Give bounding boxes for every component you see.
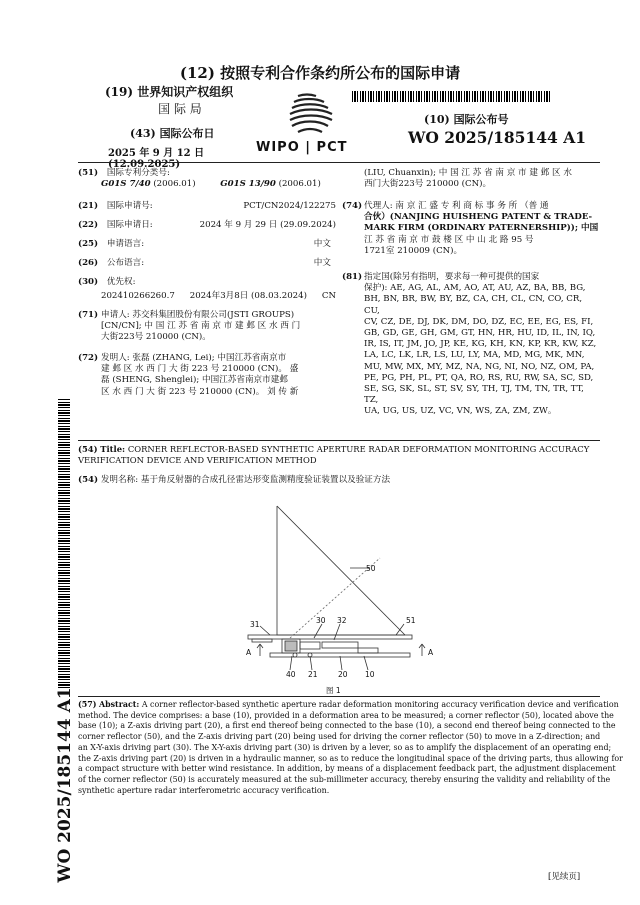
f81-line: PE, PG, PH, PL, PT, QA, RO, RS, RU, RW, SA, SC, SD, xyxy=(364,372,594,383)
f71-line: 大街223号 210000 (CN)。 xyxy=(101,332,211,343)
xy-drive-part xyxy=(300,642,320,649)
figure-caption: 图 1 xyxy=(326,686,341,695)
f81-line: 指定国(除另有指明，要求每一种可提供的国家 xyxy=(364,272,540,282)
f26-code: (26) xyxy=(78,258,99,268)
abstract-line: method. The device comprises: a base (10), provided in a deformation area to be measured; a corner reflector (50), located above the xyxy=(78,710,614,720)
pubdate-value: 2025 年 9 月 12 日 (12.09.2025) xyxy=(108,148,205,170)
pubdate-code: (43) xyxy=(130,127,156,140)
field-72 xyxy=(78,353,338,398)
f81-line: CV, CZ, DE, DJ, DK, DM, DO, DZ, EC, EE, EG, ES, FI, xyxy=(364,316,594,327)
abstract-line: base (10); a Z-axis driving part (20), a first end thereof being connected to the base (10), a second end thereof being connected to the xyxy=(78,721,616,731)
document-title: (12) 按照专利合作条约所公布的国际申请 xyxy=(179,64,461,82)
f71-line: 申请人: 苏交科集团股份有限公司(JSTI GROUPS) xyxy=(101,310,295,320)
fig-label-21: 21 xyxy=(308,670,318,679)
f74-line: 代理人: 南 京 汇 盛 专 利 商 标 事 务 所 （普 通 xyxy=(364,201,549,211)
title-en-label: Title: xyxy=(100,444,126,454)
reflector-plate xyxy=(248,635,412,639)
header-divider xyxy=(78,162,600,163)
abstract-line: of the corner reflector (50) is accurately measured at the sub-millimeter accuracy, thereby ensuring the validity and reliability of the xyxy=(78,774,611,784)
title-zh-text: 基于角反射器的合成孔径雷达形变监测精度验证装置以及验证方法 xyxy=(140,475,391,485)
pubno-label: 国际公布号 xyxy=(453,113,509,126)
fig-label-30: 30 xyxy=(316,616,326,625)
side-barcode xyxy=(58,398,70,688)
f72-line: 磊 (SHENG, Shenglei); 中国江苏省南京市建邺 xyxy=(101,375,288,386)
f81-line: BH, BN, BR, BW, BY, BZ, CA, CH, CL, CN, CO, CR, CU, xyxy=(364,294,583,316)
field-22 xyxy=(78,220,336,231)
patent-figure xyxy=(230,498,450,698)
fig-label-40: 40 xyxy=(286,670,296,679)
field-71 xyxy=(78,310,338,344)
title-en-text: CORNER REFLECTOR-BASED SYNTHETIC APERTURE RADAR DEFORMATION MONITORING ACCURACY VERIFICATION DEVICE AND VERIFICATION METHOD xyxy=(78,444,590,465)
fig-label-31: 31 xyxy=(250,620,260,629)
f71-code: (71) xyxy=(78,310,99,320)
title-en xyxy=(78,444,600,466)
f22-label: 国际申请日: xyxy=(106,220,153,230)
f51-class1-date: (2006.01) xyxy=(153,179,196,190)
abstract-label: Abstract: xyxy=(98,700,140,709)
f71-line: [CN/CN]; 中 国 江 苏 省 南 京 市 建 邺 区 水 西 门 xyxy=(101,321,301,332)
pubno-value: WO 2025/185144 A1 xyxy=(408,128,587,147)
f51-class2-date: (2006.01) xyxy=(278,179,321,190)
f81-line: LA, LC, LK, LR, LS, LU, LY, MA, MD, MG, MK, MN, xyxy=(364,350,585,361)
f30-code: (30) xyxy=(78,277,99,287)
abstract-code: (57) xyxy=(78,700,97,709)
f26-value: 中文 xyxy=(313,258,331,268)
f30-country: CN xyxy=(321,291,336,302)
field-26 xyxy=(78,258,331,269)
f21-value: PCT/CN2024/122275 xyxy=(243,201,336,211)
wipo-header-block xyxy=(105,83,265,117)
field-74 xyxy=(342,201,600,257)
abstract-line: the Z-axis driving part (20) is driven in a hydraulic manner, so as to reduce the longitudinal space of the driving parts, thus allowing for xyxy=(78,753,623,763)
pubno-code: (10) xyxy=(424,113,450,126)
f22-code: (22) xyxy=(78,220,99,230)
f72-line: 发明人: 张磊 (ZHANG, Lei); 中国江苏省南京市 xyxy=(101,353,287,363)
wipo-pct-text: WIPO | PCT xyxy=(256,140,348,155)
field-81 xyxy=(342,272,600,418)
title-code: (54) xyxy=(78,444,98,454)
abstract-line: corner reflector (50), and the Z-axis driving part (20) being used for driving the corner reflector (50) to move in a Z-direction; and xyxy=(78,732,601,742)
f72-line: 区 水 西 门 大 街 223 号 210000 (CN)。 刘 传 新 xyxy=(101,386,299,397)
field-72-continued xyxy=(364,168,600,190)
f30-label: 优先权: xyxy=(106,277,136,287)
f81-line: GB, GD, GE, GH, GM, GT, HN, HR, HU, ID, IL, IN, IQ, xyxy=(364,328,596,339)
f81-line: UA, UG, US, UZ, VC, VN, WS, ZA, ZM, ZW。 xyxy=(364,406,557,417)
f22-value: 2024 年 9 月 29 日 (29.09.2024) xyxy=(199,220,336,230)
fig-label-20: 20 xyxy=(338,670,348,679)
f25-label: 申请语言: xyxy=(106,239,145,249)
publication-date-block xyxy=(108,125,278,170)
f21-label: 国际申请号: xyxy=(106,201,153,211)
org-sub: 国 际 局 xyxy=(158,102,202,116)
fig-label-51: 51 xyxy=(406,616,416,625)
f81-line: SE, SG, SK, SL, ST, SV, SY, TH, TJ, TM, TN, TR, TT, TZ, xyxy=(364,384,584,406)
org-code: (19) xyxy=(105,85,134,99)
f74-line: 1721室 210009 (CN)。 xyxy=(364,245,463,256)
f74-code: (74) xyxy=(342,201,363,211)
abstract-divider xyxy=(78,696,600,697)
field-30 xyxy=(78,277,336,302)
f30-date: 2024年3月8日 (08.03.2024) xyxy=(189,291,307,302)
pubdate-label: 国际公布日 xyxy=(159,127,215,140)
abstract-line: synthetic aperture radar interferometric accuracy verification. xyxy=(78,785,330,795)
f81-code: (81) xyxy=(342,272,363,282)
f72-code: (72) xyxy=(78,353,99,363)
f81-line: IR, IS, IT, JM, JO, JP, KE, KG, KH, KN, KP, KR, KW, KZ, xyxy=(364,339,597,350)
fig-label-A-right: A xyxy=(428,648,434,657)
top-barcode xyxy=(352,91,552,102)
continued-note: [见续页] xyxy=(548,872,581,882)
abstract-line: an X-Y-axis driving part (30). The X-Y-axis driving part (30) is driven by a lever, so as to amplify the displacement of an operating end; xyxy=(78,742,612,752)
f26-label: 公布语言: xyxy=(106,258,145,268)
fig-label-A-left: A xyxy=(246,648,252,657)
f81-line: 保护): AE, AG, AL, AM, AO, AT, AU, AZ, BA, BB, BG, xyxy=(364,283,586,294)
org-name: 世界知识产权组织 xyxy=(137,85,234,99)
f81-line: MU, MW, MX, MY, MZ, NA, NG, NI, NO, NZ, OM, PA, xyxy=(364,361,595,372)
title-zh-label: 发明名称: xyxy=(100,475,139,485)
f72-line: 建 邺 区 水 西 门 大 街 223 号 210000 (CN)。 盛 xyxy=(101,364,299,375)
publication-number-block xyxy=(410,111,610,147)
f74-line: MARK FIRM (ORDINARY PATERNERSHIP)); 中国 xyxy=(364,223,599,234)
abstract xyxy=(78,700,623,796)
f51-code: (51) xyxy=(78,168,99,178)
fig-label-32: 32 xyxy=(337,616,347,625)
f25-code: (25) xyxy=(78,239,99,249)
title-zh xyxy=(78,475,600,486)
f51-label: 国际专利分类号: xyxy=(106,168,170,178)
field-21 xyxy=(78,201,336,212)
field-25 xyxy=(78,239,331,250)
title-zh-code: (54) xyxy=(78,475,99,485)
f72-cont-line: (LIU, Chuanxin); 中 国 江 苏 省 南 京 市 建 邺 区 水 xyxy=(364,168,572,178)
f51-class1: G01S 7/40 xyxy=(101,179,151,190)
f72-cont-line: 西门大街223号 210000 (CN)。 xyxy=(364,179,492,190)
field-51 xyxy=(78,168,338,190)
title-divider xyxy=(78,440,600,441)
abstract-line: a compact structure with better wind resistance. In addition, by means of a displacement feedback part, the adjustment displacement xyxy=(78,764,616,774)
abstract-line: A corner reflector-based synthetic aperture radar deformation monitoring accuracy verification device and verification xyxy=(141,700,619,709)
side-publication-code: WO 2025/185144 A1 xyxy=(55,687,75,883)
fig-label-50: 50 xyxy=(366,564,376,573)
f74-line: 江 苏 省 南 京 市 鼓 楼 区 中 山 北 路 95 号 xyxy=(364,234,534,245)
fig-label-10: 10 xyxy=(365,670,375,679)
f51-class2: G01S 13/90 xyxy=(220,179,276,190)
f25-value: 中文 xyxy=(313,239,331,249)
f30-number: 202410266260.7 xyxy=(101,291,175,302)
f74-line: 合伙）(NANJING HUISHENG PATENT & TRADE- xyxy=(364,212,593,223)
f21-code: (21) xyxy=(78,201,99,211)
